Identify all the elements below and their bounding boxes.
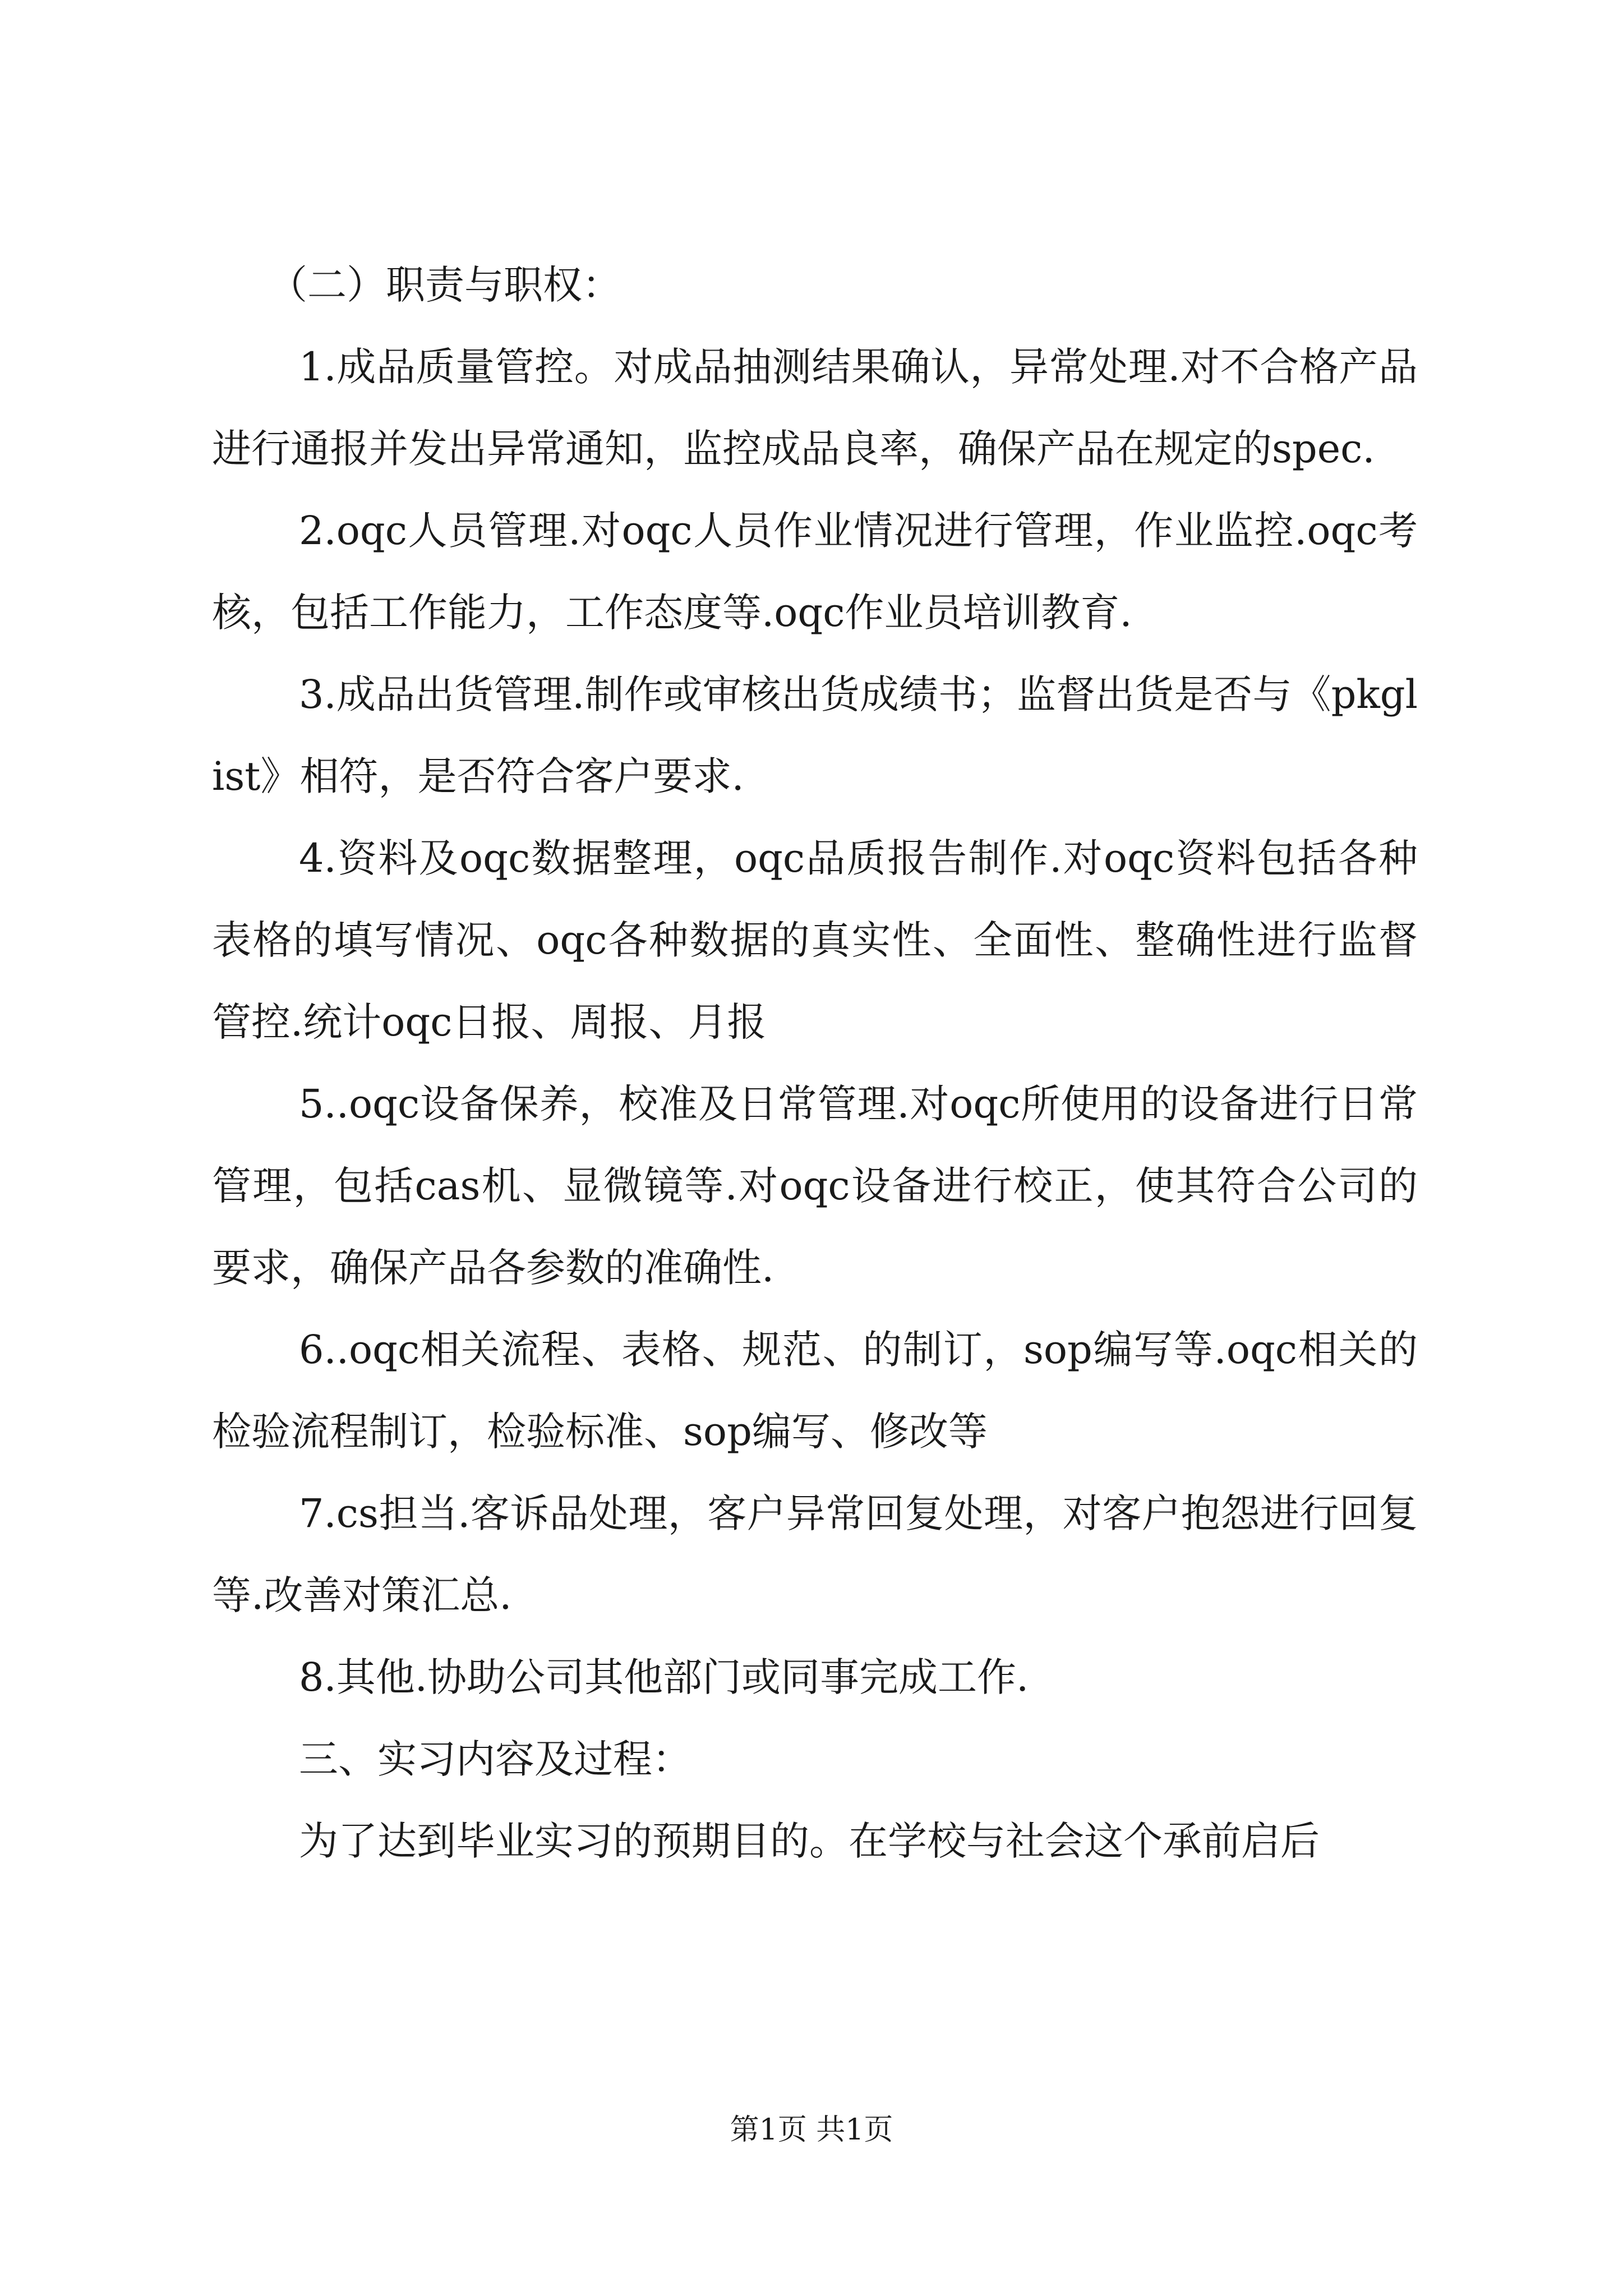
paragraph-item-6: 6..oqc相关流程、表格、规范、的制订，sop编写等.oqc相关的检验流程制订，检验标准、sop编写、修改等 [212, 1327, 1418, 1455]
page-footer: 第1页 共1页 [730, 2113, 893, 2147]
paragraph-item-3: 3.成品出货管理.制作或审核出货成绩书；监督出货是否与《pkglist》相符，是否符合客户要求. [212, 671, 1418, 799]
paragraph-internship-intro: 为了达到毕业实习的预期目的。在学校与社会这个承前启后 [299, 1818, 1320, 1864]
paragraph-item-2: 2.oqc人员管理.对oqc人员作业情况进行管理，作业监控.oqc考核，包括工作能力，工作态度等.oqc作业员培训教育. [212, 508, 1418, 636]
paragraph-item-5: 5..oqc设备保养，校准及日常管理.对oqc所使用的设备进行日常管理，包括cas机、显微镜等.对oqc设备进行校正，使其符合公司的要求，确保产品各参数的准确性. [212, 1081, 1418, 1291]
document-body [212, 244, 1418, 1882]
section-subheading-duties: （二）职责与职权： [268, 262, 621, 308]
paragraph-item-8: 8.其他.协助公司其他部门或同事完成工作. [299, 1654, 1029, 1700]
paragraph-item-1: 1.成品质量管控。对成品抽测结果确认，异常处理.对不合格产品进行通报并发出异常通知，监控成品良率，确保产品在规定的spec. [212, 344, 1418, 472]
section-heading-internship: 三、实习内容及过程： [299, 1736, 691, 1782]
paragraph-item-7: 7.cs担当.客诉品处理，客户异常回复处理，对客户抱怨进行回复等.改善对策汇总. [212, 1490, 1418, 1618]
paragraph-item-4: 4.资料及oqc数据整理，oqc品质报告制作.对oqc资料包括各种表格的填写情况、oqc各种数据的真实性、全面性、整确性进行监督管控.统计oqc日报、周报、月报 [212, 835, 1418, 1045]
